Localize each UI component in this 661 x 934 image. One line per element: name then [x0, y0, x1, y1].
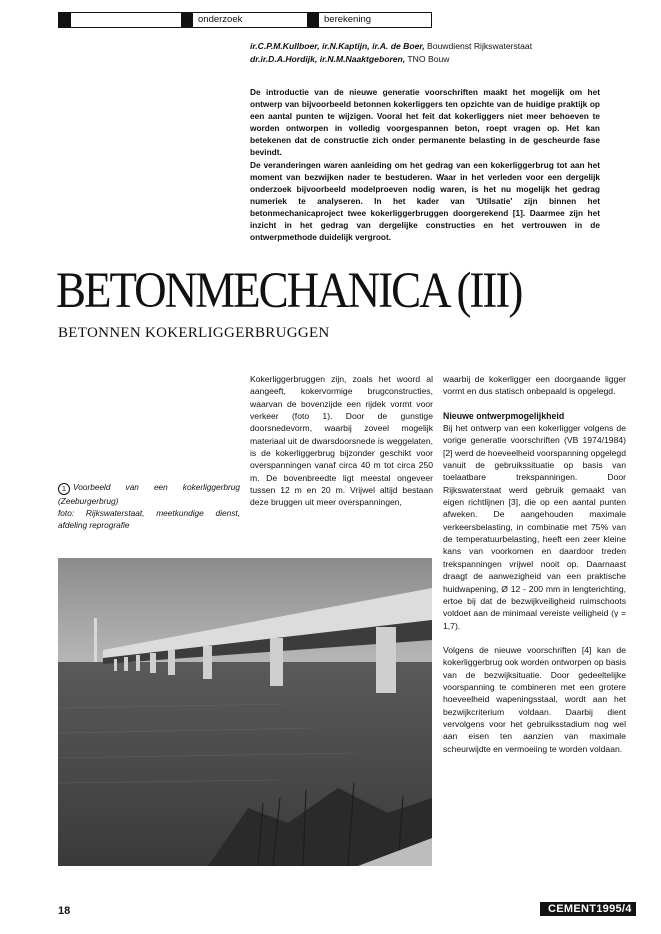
photo-number-circle: 1	[58, 483, 70, 495]
article-subtitle: BETONNEN KOKERLIGGERBRUGGEN	[58, 325, 330, 341]
col1-paragraph: Kokerliggerbruggen zijn, zoals het woord al aangeeft, kokervormige brugconstructies, waarvan de bovenzijde een rijdek vormt voor verkeer (foto 1). Door de gunstige doorsnedevorm, waarbij zoveel mogelijk materiaal uit de dwarsdoorsnede is weggelaten, is de kokerliggerbrug bijzonder geschikt voor overspanningen vanaf circa 40 m tot circa 250 m. De bovenbreedte ligt meestal ongeveer tussen 12 m en 20 m. Vrijwel altijd bestaan deze bruggen uit meer overspanningen,	[250, 374, 433, 508]
intro-paragraph-2: De veranderingen waren aanleiding om het gedrag van een kokerliggerbrug tot aan het moment van bezwijken nader te bestuderen. Waar in het verleden voor een dergelijk onderzoek bijvoorbeeld modelproeven nodig waren, is het nu mogelijk het gedrag numeriek te analyseren. In het kader van 'Utilsatie' zijn binnen het betonmechanicaproject twee kokerliggerbruggen doorgerekend [1]. Daarmee zijn het inzicht in het gedrag van dergelijke constructies en het vertrouwen in de ontwerpmethode duidelijk vergroot.	[250, 159, 600, 243]
header-block-2	[181, 13, 193, 27]
authors	[250, 40, 610, 65]
header-block-3	[307, 13, 319, 27]
body-column-2	[443, 373, 626, 755]
intro-paragraph-1: De introductie van de nieuwe generatie voorschriften maakt het mogelijk om het ontwerp van bijvoorbeeld betonnen kokerliggers ten opzichte van de huidige praktijk op een aantal punten te wijzigen. Vooral het feit dat kokerliggers niet meer behoeven te worden ontworpen in volledig voorgespannen beton, roept vragen op. Het kan betekenen dat de constructie zich onder permanente belasting in de gescheurde fase bevindt.	[250, 87, 600, 158]
page-number: 18	[58, 905, 71, 917]
article-title: BETONMECHANICA (III)	[56, 262, 522, 318]
col2-paragraph-2: Volgens de nieuwe voorschriften [4] kan de kokerliggerbrug ook worden ontworpen op basis van de bezwijksituatie. Door gedeeltelijke voorspanning te combineren met een grotere hoeveelheid wapeningsstaal, wordt aan het bezwijkcriterium voldaan. Daarbij dient vervolgens voor het gebruiksstadium nog wel aan eisen ten aanzien van maximale scheurwijdte en vermoeiing te worden voldaan.	[443, 644, 626, 754]
section-header-bar	[58, 12, 432, 28]
header-label-berekening: berekening	[324, 14, 372, 25]
section-heading: Nieuwe ontwerpmogelijkheid	[443, 410, 565, 421]
authors-line2-names: dr.ir.D.A.Hordijk, ir.N.M.Naaktgeboren,	[250, 53, 406, 64]
body-column-1	[250, 373, 433, 509]
col2-intro-paragraph: waarbij de kokerligger een doorgaande ligger vormt en dus statisch onbepaald is opgelegd.	[443, 374, 626, 397]
bridge-photo	[58, 558, 432, 866]
intro-text	[250, 86, 600, 243]
authors-line1-org: Bouwdienst Rijkswaterstaat	[424, 41, 533, 51]
authors-line1-names: ir.C.P.M.Kullboer, ir.N.Kaptijn, ir.A. de Boer,	[250, 41, 425, 51]
caption-line-2: foto: Rijkswaterstaat, meetkundige dienst, afdeling reprografie	[58, 508, 240, 530]
photo-caption	[58, 481, 240, 531]
col2-paragraph-1: Bij het ontwerp van een kokerligger volgens de vorige generatie voorschriften (VB 1974/1984) [2] werd de hoeveelheid voorspanning opgelegd vanuit de gebruikssituatie op basis van toelaatbare trekspanningen. Door Rijkswaterstaat werd gebruik gemaakt van eigen richtlijnen [3], die op een aantal punten afweken. De aangehouden maximale verkeersbelasting, in combinatie met 75% van de temperatuurbelasting, heeft een zeer kleine kans van voorkomen en daardoor treden trekspanningen vrijwel nooit op. Daarnaast draagt de aanwezigheid van een praktische huidwapening, Ø 12 - 200 mm in lengterichting, ertoe bij dat de bezwijkveiligheid ruimschoots voldoet aan de minimaal vereiste veiligheid (γ = 1,7).	[443, 423, 626, 631]
journal-badge: CEMENT1995/4	[540, 902, 636, 916]
bridge-photo-illustration	[58, 558, 432, 866]
header-label-onderzoek: onderzoek	[198, 14, 243, 25]
header-block-1	[59, 13, 71, 27]
authors-line2-org: TNO Bouw	[405, 53, 450, 64]
caption-line-1: Voorbeeld van een kokerliggerbrug (Zeeburgerbrug)	[58, 482, 240, 506]
